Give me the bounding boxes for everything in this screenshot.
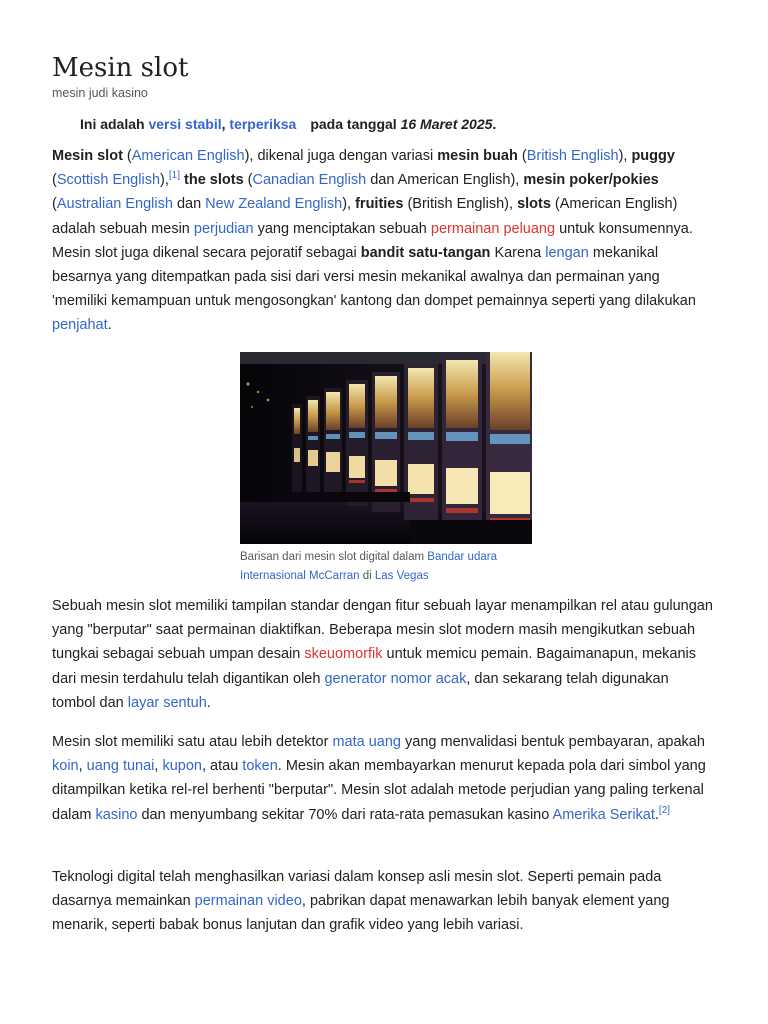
bold-term: Mesin slot (52, 148, 123, 164)
text-run: , atau (201, 758, 243, 775)
text-run: ( (52, 196, 57, 213)
figure (240, 352, 532, 585)
paragraph-display (52, 594, 714, 715)
revision-notice (80, 114, 496, 134)
article-link[interactable]: kasino (95, 806, 138, 823)
text-run: Teknologi digital telah menghasilkan variasi dalam konsep asli mesin slot. Seperti pemain pada dasarnya memainkan (52, 869, 662, 910)
article-link[interactable]: British English (526, 148, 619, 164)
text-run: dan American English), (366, 172, 524, 189)
text-run: . Mesin akan membayarkan menurut kepada pola dari simbol yang ditampilkan ketika rel-rel berhenti "berputar". Mesin slot adalah metode perjudian yang paling terkenal dalam (52, 758, 706, 823)
article-link[interactable]: generator nomor acak (324, 670, 467, 687)
text-run: Karena (490, 244, 546, 261)
text-run: (American English) adalah sebuah mesin (52, 196, 678, 237)
text-run: , (78, 758, 87, 775)
page-subtitle: mesin judi kasino (52, 86, 148, 100)
stable-version-link[interactable]: versi stabil (148, 116, 222, 132)
bold-term: fruities (355, 196, 404, 213)
article-link[interactable]: Australian English (56, 196, 173, 213)
text-run: ( (243, 172, 253, 189)
checked-link[interactable]: terperiksa (229, 116, 297, 132)
text-run: untuk memicu pemain. Bagaimanapun, mekanis dari mesin terdahulu telah digantikan oleh (52, 646, 697, 687)
bold-term: slots (517, 196, 551, 213)
text-run: yang menciptakan sebuah (253, 220, 431, 237)
text-run: untuk konsumennya. Mesin slot juga dikenal secara pejoratif sebagai (52, 220, 693, 261)
article-link[interactable]: Amerika Serikat (552, 806, 655, 823)
text-run: ( (52, 172, 57, 189)
revision-date-label: pada tanggal (310, 116, 401, 132)
text-run: ), (160, 172, 169, 189)
bold-term: mesin poker/pokies (523, 172, 659, 189)
article-link[interactable]: koin (52, 758, 79, 775)
text-run: yang menvalidasi bentuk pembayaran, apakah (401, 734, 705, 750)
text-run: Mesin slot memiliki satu atau lebih detektor (52, 734, 333, 750)
caption-airport-link[interactable]: Bandar udara Internasional McCarran (240, 551, 497, 582)
article-link[interactable]: kupon (162, 758, 202, 775)
article-link[interactable]: perjudian (193, 220, 254, 237)
caption-text: Barisan dari mesin slot digital dalam (240, 551, 428, 563)
text-run: . (206, 694, 211, 711)
revision-date: 16 Maret 2025 (400, 116, 493, 132)
paragraph-digital (52, 865, 714, 938)
article-link[interactable]: penjahat (52, 317, 108, 334)
article-link[interactable]: mata uang (332, 734, 401, 750)
bold-term: bandit satu-tangan (360, 244, 491, 261)
article-link[interactable]: token (242, 758, 278, 775)
caption-las-vegas-link[interactable]: Las Vegas (374, 569, 429, 582)
text-run: dan menyumbang sekitar 70% dari rata-rata pemasukan kasino (137, 806, 553, 823)
text-run: ), (342, 196, 356, 213)
text-run: mekanikal besarnya yang ditempatkan pada sisi dari versi mesin mekanikal awalnya dan permainan yang 'memiliki kemampuan untuk mengosongkan' kantong dan dompet pemainnya seperti yang dilakukan (52, 244, 696, 310)
bold-term: mesin buah (437, 148, 518, 164)
article-link[interactable]: New Zealand English (205, 196, 343, 213)
text-run: ( (517, 148, 527, 164)
text-run: , dan sekarang telah digunakan tombol dan (52, 670, 669, 711)
text-run: . (107, 317, 112, 334)
text-run: . (654, 806, 659, 823)
caption-mid-text: di (359, 569, 375, 582)
bold-term: the slots (184, 172, 244, 189)
text-run: (British English), (403, 196, 518, 213)
revision-prefix: Ini adalah (80, 116, 149, 132)
citation-ref[interactable]: [2] (658, 804, 671, 816)
article-link[interactable]: permainan video (194, 893, 302, 910)
text-run: Sebuah mesin slot memiliki tampilan standar dengan fitur sebuah layar menampilkan rel atau gulungan yang "berputar" saat permainan diaktifkan. Beberapa mesin slot modern masih mengikutkan sebuah tungkai sebagai sebuah umpan desain (52, 598, 713, 663)
text-run: ), (618, 148, 632, 164)
bold-term: puggy (631, 148, 675, 164)
article-link[interactable]: American English (131, 148, 245, 164)
text-run: ( (122, 148, 132, 164)
citation-ref[interactable]: [1] (168, 170, 180, 182)
article-link[interactable]: Canadian English (252, 172, 367, 189)
article-link[interactable]: lengan (545, 244, 589, 261)
paragraph-detector (52, 730, 714, 827)
missing-article-link[interactable]: permainan peluang (430, 220, 556, 237)
text-run: , pabrikan dapat menawarkan lebih banyak element yang menarik, seperti babak bonus lanjutan dan grafik video yang lebih variasi. (52, 893, 670, 934)
text-run: , (154, 758, 163, 775)
article-link[interactable]: uang tunai (86, 758, 155, 775)
text-run: ), dikenal juga dengan variasi (244, 148, 438, 164)
article-link[interactable]: Scottish English (56, 172, 161, 189)
slot-machines-photo[interactable] (240, 352, 532, 544)
figure-caption (240, 548, 532, 585)
revision-period: . (492, 116, 497, 132)
missing-article-link[interactable]: skeuomorfik (304, 646, 383, 663)
paragraph-intro (52, 144, 714, 338)
page-title: Mesin slot (52, 53, 189, 83)
article-link[interactable]: layar sentuh (127, 694, 207, 711)
text-run: dan (172, 196, 206, 213)
revision-comma: , (221, 116, 230, 132)
